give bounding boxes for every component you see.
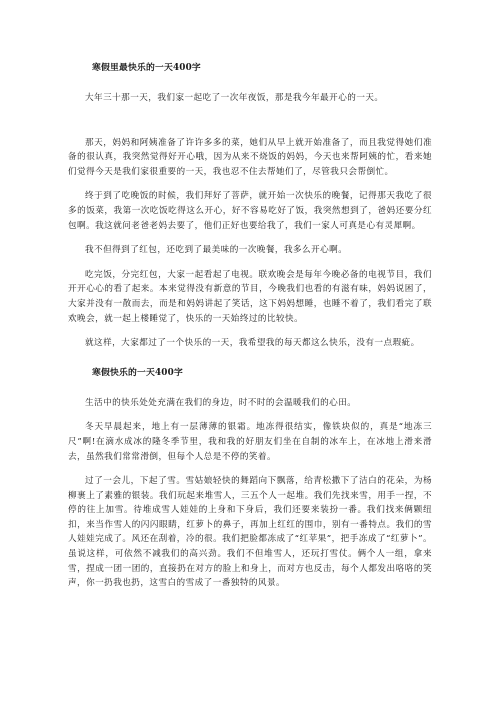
essay-2-paragraph-1: 生活中的快乐处处充满在我们的身边，时不时的会温暖我们的心田。 [85,397,357,408]
essay-2-paragraph-3: 过了一会儿，下起了雪。雪姑娘轻快的舞蹈向下飘落，给青松撒下了洁白的花朵，为杨柳裹上了素雅的银装。我们玩起来堆雪人，三五个人一起堆。我们先找来雪，用手一捏，不停的往上加雪。待堆成雪人娃娃的上身和下身后，我们还要来装扮一番。我们找来俩颗纽扣，来当作雪人的闪闪眼睛，红萝卜的鼻子，再加上红红的围巾，别有一番特点。我们的雪人娃娃完成了。风还在刮着，冷的很。我们把脸都冻成了“红苹果”，把手冻成了“红萝卜”。虽说这样，可依然不减我们的高兴劲。我们不但堆雪人，还玩打雪仗。俩个人一组，拿来雪，捏成一团一团的，直接扔在对方的脸上和身上，而对方也反击，每个人都发出咯咯的笑声，你一扔我也扔，这雪白的雪成了一番独特的风景。 [68,476,432,589]
essay-1-title: 寒假里最快乐的一天400字 [92,63,201,73]
essay-1-paragraph-3: 终于到了吃晚饭的时候，我们拜好了菩萨，就开始一次快乐的晚餐，记得那天我吃了很多的饭菜，我第一次吃饭吃得这么开心，好不容易吃好了饭，我突然想到了，爸妈还要分红包啊。我这就问老爸老妈去要了，他们正好也要给我了，我们一家人可真是心有灵犀啊。 [68,191,432,231]
essay-2-paragraph-2: 冬天早晨起来，地上有一层薄薄的银霜。地冻得很结实，像铁块似的，真是“地冻三尺”啊!在滴水成冰的隆冬季节里，我和我的好朋友们坐在自制的冰车上，在冰地上滑来滑去，虽然我们常常滑倒，但每个人总是不停的笑着。 [68,422,432,462]
essay-1-paragraph-5: 吃完饭，分完红包，大家一起看起了电视。联欢晚会是每年今晚必备的电视节目，我们开开心心的看了起来。本来觉得没有新意的节目，今晚我们也看的有滋有味，妈妈说困了，大家并没有一散而去，而是和妈妈讲起了笑话，这下妈妈想睡，也睡不着了，我们看完了联欢晚会，就一起上楼睡觉了，快乐的一天始终过的比较快。 [68,269,432,324]
essay-2-title: 寒假快乐的一天400字 [92,367,183,378]
essay-1-paragraph-2: 那天，妈妈和阿姨准备了许许多多的菜，她们从早上就开始准备了，而且我觉得她们准备的很认真，我突然觉得好开心哦，因为从来不烧饭的妈妈，今天也来帮阿姨的忙，看来她们觉得今天是我们家很重要的一天，我也忍不住去帮她们了，尽管我只会帮倒忙。 [68,137,432,177]
essay-1-paragraph-6: 就这样，大家都过了一个快乐的一天，我希望我的每天都这么快乐，没有一点瑕疵。 [85,338,420,349]
essay-1-paragraph-1: 大年三十那一天，我们家一起吃了一次年夜饭，那是我今年最开心的一天。 [85,93,384,103]
essay-1-paragraph-4: 我不但得到了红包，还吃到了最美味的一次晚餐，我多么开心啊。 [85,245,348,256]
